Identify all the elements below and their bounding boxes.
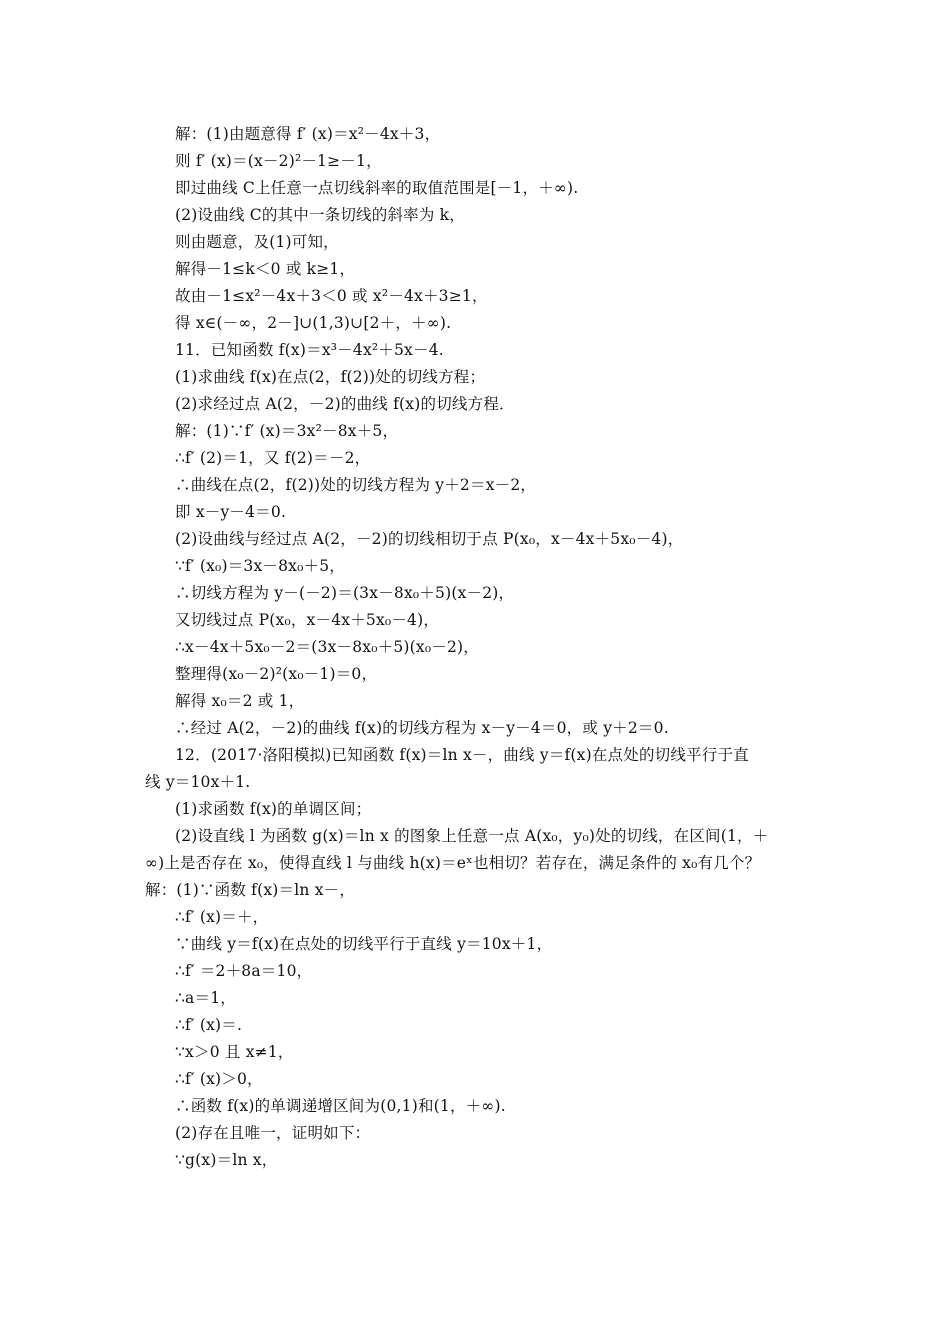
text-line: ∴f′ (x)＞0， bbox=[175, 1070, 263, 1088]
text-line: 得 x∈(－∞，2－]∪(1,3)∪[2＋，＋∞). bbox=[175, 314, 452, 332]
text-line: 又切线过点 P(x₀，x－4x＋5x₀－4)， bbox=[175, 611, 440, 629]
text-line: ∴f′ (x)＝＋， bbox=[175, 908, 269, 926]
problem-12-heading: 12．(2017·洛阳模拟)已知函数 f(x)＝ln x－，曲线 y＝f(x)在点处的切线平行于直 bbox=[175, 746, 749, 764]
text-line: 解：(1)∵f′ (x)＝3x²－8x＋5， bbox=[175, 422, 399, 440]
text-line: (2)求经过点 A(2，－2)的曲线 f(x)的切线方程． bbox=[175, 395, 515, 413]
text-line: ∴切线方程为 y－(－2)＝(3x－8x₀＋5)(x－2)， bbox=[175, 584, 515, 602]
text-line: (2)设直线 l 为函数 g(x)＝ln x 的图象上任意一点 A(x₀，y₀)处的切线，在区间(1，＋ bbox=[175, 827, 769, 845]
text-line: ∴f′ ＝2＋8a＝10， bbox=[175, 962, 313, 980]
text-line: ∴f′ (2)＝1，又 f(2)＝－2， bbox=[175, 449, 371, 467]
text-line: ∴曲线在点(2，f(2))处的切线方程为 y＋2＝x－2， bbox=[175, 476, 537, 494]
text-line: 故由－1≤x²－4x＋3＜0 或 x²－4x＋3≥1， bbox=[175, 287, 488, 305]
text-line: 即过曲线 C上任意一点切线斜率的取值范围是[－1，＋∞). bbox=[175, 179, 579, 197]
text-line: ∞)上是否存在 x₀，使得直线 l 与曲线 h(x)＝eˣ也相切？若存在，满足条件的 x₀有几个？ bbox=[145, 854, 761, 872]
text-line: 线 y＝10x＋1. bbox=[145, 773, 251, 791]
text-line: 整理得(x₀－2)²(x₀－1)＝0， bbox=[175, 665, 378, 683]
text-line: 则 f′ (x)＝(x－2)²－1≥－1， bbox=[175, 152, 382, 170]
text-line: ∴经过 A(2，－2)的曲线 f(x)的切线方程为 x－y－4＝0，或 y＋2＝0. bbox=[175, 719, 669, 737]
text-line: (1)求函数 f(x)的单调区间； bbox=[175, 800, 372, 818]
text-line: ∴函数 f(x)的单调递增区间为(0,1)和(1，＋∞). bbox=[175, 1097, 506, 1115]
text-line: ∴a＝1， bbox=[175, 989, 236, 1007]
problem-11-heading: 11．已知函数 f(x)＝x³－4x²＋5x－4. bbox=[175, 341, 444, 359]
text-line: ∴x－4x＋5x₀－2＝(3x－8x₀＋5)(x₀－2)， bbox=[175, 638, 479, 656]
text-line: 解：(1)∵函数 f(x)＝ln x－， bbox=[145, 881, 356, 899]
text-line: ∵x＞0 且 x≠1， bbox=[175, 1043, 294, 1061]
text-line: 解得－1≤k＜0 或 k≥1， bbox=[175, 260, 356, 278]
text-line: 则由题意，及(1)可知， bbox=[175, 233, 339, 251]
text-line: (1)求曲线 f(x)在点(2，f(2))处的切线方程； bbox=[175, 368, 486, 386]
text-line: 即 x－y－4＝0. bbox=[175, 503, 287, 521]
text-line: (2)设曲线与经过点 A(2，－2)的切线相切于点 P(x₀，x－4x＋5x₀－4)， bbox=[175, 530, 684, 548]
text-line: 解：(1)由题意得 f′ (x)＝x²－4x＋3， bbox=[175, 125, 441, 143]
text-line: 解得 x₀＝2 或 1， bbox=[175, 692, 305, 710]
text-line: ∵f′ (x₀)＝3x－8x₀＋5， bbox=[175, 557, 345, 575]
text-line: ∵g(x)＝ln x， bbox=[175, 1151, 278, 1169]
text-line: (2)存在且唯一，证明如下： bbox=[175, 1124, 371, 1142]
text-line: ∵曲线 y＝f(x)在点处的切线平行于直线 y＝10x＋1， bbox=[175, 935, 553, 953]
text-line: (2)设曲线 C的其中一条切线的斜率为 k， bbox=[175, 206, 465, 224]
text-line: ∴f′ (x)＝. bbox=[175, 1016, 243, 1034]
